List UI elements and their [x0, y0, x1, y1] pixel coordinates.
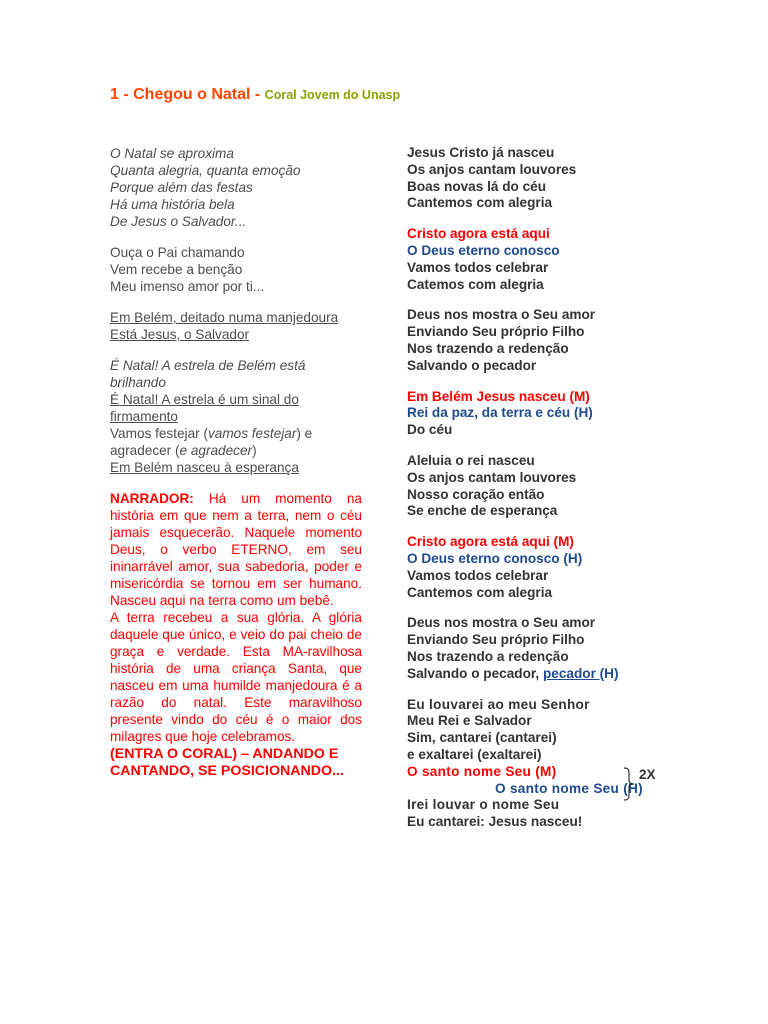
- lyric-line: Deus nos mostra o Seu amor: [407, 307, 596, 323]
- lyric-line: Vamos todos celebrar: [407, 259, 549, 275]
- narrator-paragraph: [110, 490, 362, 609]
- narrator-paragraph: A terra recebeu a sua glória. A glória daquele que único, e veio do pai cheio de graça e verdade. Esta MA-ravilhosa história de uma criança Santa, que nasceu em uma humilde manjedoura é a razão do natal. Este maravilhoso presente vindo do céu é o maior dos milagres que hoje celebramos.: [110, 610, 362, 744]
- lyric-line: Meu imenso amor por ti...: [110, 279, 265, 294]
- lyric-line: Eu cantarei: Jesus nasceu!: [407, 814, 583, 830]
- lyric-line: Em Belém nasceu à esperança: [110, 460, 299, 475]
- lyric-line: Catemos com alegria: [407, 276, 544, 292]
- lyric-line-men: O santo nome Seu (H): [495, 780, 643, 796]
- lyric-line: É Natal! A estrela de Belém está brilhando: [110, 358, 306, 390]
- lyric-line: Cantemos com alegria: [407, 195, 553, 211]
- lyric-line: Está Jesus, o Salvador: [110, 327, 250, 342]
- stanza-deus-mostra-2: [407, 615, 677, 682]
- lyric-line-women: O santo nome Seu (M): [407, 763, 557, 779]
- lyric-line-men: Rei da paz, da terra e céu (H): [407, 405, 593, 421]
- stanza-cristo-agora-2: [407, 534, 677, 601]
- stanza-e-natal: [110, 357, 362, 476]
- stanza-deus-mostra: [407, 307, 677, 374]
- lyric-line: [407, 666, 677, 683]
- lyric-line: Enviando Seu próprio Filho: [407, 324, 585, 340]
- lyric-line: Irei louvar o nome Seu: [407, 797, 560, 813]
- voice-marker: (H): [599, 665, 619, 681]
- lyric-text: Salvando o pecador,: [407, 665, 543, 681]
- lyric-line: Sim, cantarei (cantarei): [407, 730, 557, 746]
- right-column: [407, 145, 677, 845]
- lyric-line: Se enche de esperança: [407, 503, 558, 519]
- stanza-father-calling: [110, 244, 362, 295]
- lyric-line: Boas novas lá do céu: [407, 178, 547, 194]
- lyric-line: Em Belém, deitado numa manjedoura: [110, 310, 339, 325]
- lyric-line: Jesus Cristo já nasceu: [407, 145, 555, 160]
- lyric-line: Ouça o Pai chamando: [110, 245, 245, 260]
- lyric-echo: e agradecer: [179, 443, 253, 458]
- lyric-line: É Natal! A estrela é um sinal do firmamento: [110, 392, 299, 424]
- lyric-line: Nosso coração então: [407, 486, 545, 502]
- stage-direction: (ENTRA O CORAL) – ANDANDO E CANTANDO, SE POSICIONANDO...: [110, 746, 344, 779]
- stanza-em-belem: [407, 389, 677, 439]
- stanza-jesus-nasceu: [407, 145, 677, 212]
- lyric-line: Quanta alegria, quanta emoção: [110, 163, 301, 178]
- left-column: [110, 145, 362, 780]
- lyric-line: De Jesus o Salvador...: [110, 214, 247, 229]
- lyric-line: Nos trazendo a redenção: [407, 648, 569, 664]
- lyric-line: Vem recebe a benção: [110, 262, 243, 277]
- lyric-text: ) e agradecer (: [110, 426, 313, 458]
- lyric-line: Vamos todos celebrar: [407, 567, 549, 583]
- stanza-eu-louvarei: [407, 697, 677, 831]
- lyric-line: Aleluia o rei nasceu: [407, 452, 535, 468]
- lyric-line: Enviando Seu próprio Filho: [407, 632, 585, 648]
- narrator-section: [110, 490, 362, 780]
- lyric-line-men: O Deus eterno conosco: [407, 242, 560, 258]
- repeat-brace-icon: [622, 767, 636, 801]
- stanza-intro: [110, 145, 362, 230]
- lyric-line: Salvando o pecador: [407, 357, 537, 373]
- lyric-echo-men: pecador: [542, 665, 600, 681]
- repeat-marker: 2X: [639, 767, 656, 782]
- lyric-text: ): [252, 443, 257, 458]
- lyric-line: Deus nos mostra o Seu amor: [407, 615, 596, 631]
- lyric-line-men: O Deus eterno conosco (H): [407, 550, 583, 566]
- song-title-choir: Coral Jovem do Unasp: [264, 88, 401, 102]
- lyric-line: Nos trazendo a redenção: [407, 340, 569, 356]
- lyric-line: Porque além das festas: [110, 180, 253, 195]
- lyric-line-women: Cristo agora está aqui: [407, 226, 550, 242]
- narrator-text: Há um momento na história em que nem a terra, nem o céu jamais esquecerão. Naquele momento Deus, o verbo ETERNO, em seu ininarrável amor, sua sabedoria, poder e misericórdia se tornou em ser humano. Nasceu aqui na terra como um bebê.: [110, 491, 362, 608]
- lyric-line: Meu Rei e Salvador: [407, 713, 532, 729]
- lyric-text: Vamos festejar (: [110, 426, 208, 441]
- lyric-line: Do céu: [407, 422, 453, 438]
- lyric-line: Há uma história bela: [110, 197, 235, 212]
- lyric-line: [110, 425, 362, 459]
- stanza-aleluia: [407, 453, 677, 520]
- stanza-cristo-agora: [407, 226, 677, 293]
- stanza-belem: [110, 309, 362, 343]
- narrator-label: NARRADOR:: [110, 491, 194, 506]
- song-title-main: 1 - Chegou o Natal -: [110, 86, 265, 103]
- lyric-line: O Natal se aproxima: [110, 146, 234, 161]
- lyric-line: e exaltarei (exaltarei): [407, 746, 542, 762]
- song-title: [110, 86, 400, 104]
- lyric-line: Eu louvarei ao meu Senhor: [407, 696, 590, 712]
- lyric-line-women: Em Belém Jesus nasceu (M): [407, 388, 590, 404]
- lyric-line: Cantemos com alegria: [407, 584, 553, 600]
- lyric-line: Os anjos cantam louvores: [407, 469, 577, 485]
- lyric-line-women: Cristo agora está aqui (M): [407, 534, 574, 550]
- lyric-line: Os anjos cantam louvores: [407, 161, 577, 177]
- lyric-echo: vamos festejar: [207, 426, 297, 441]
